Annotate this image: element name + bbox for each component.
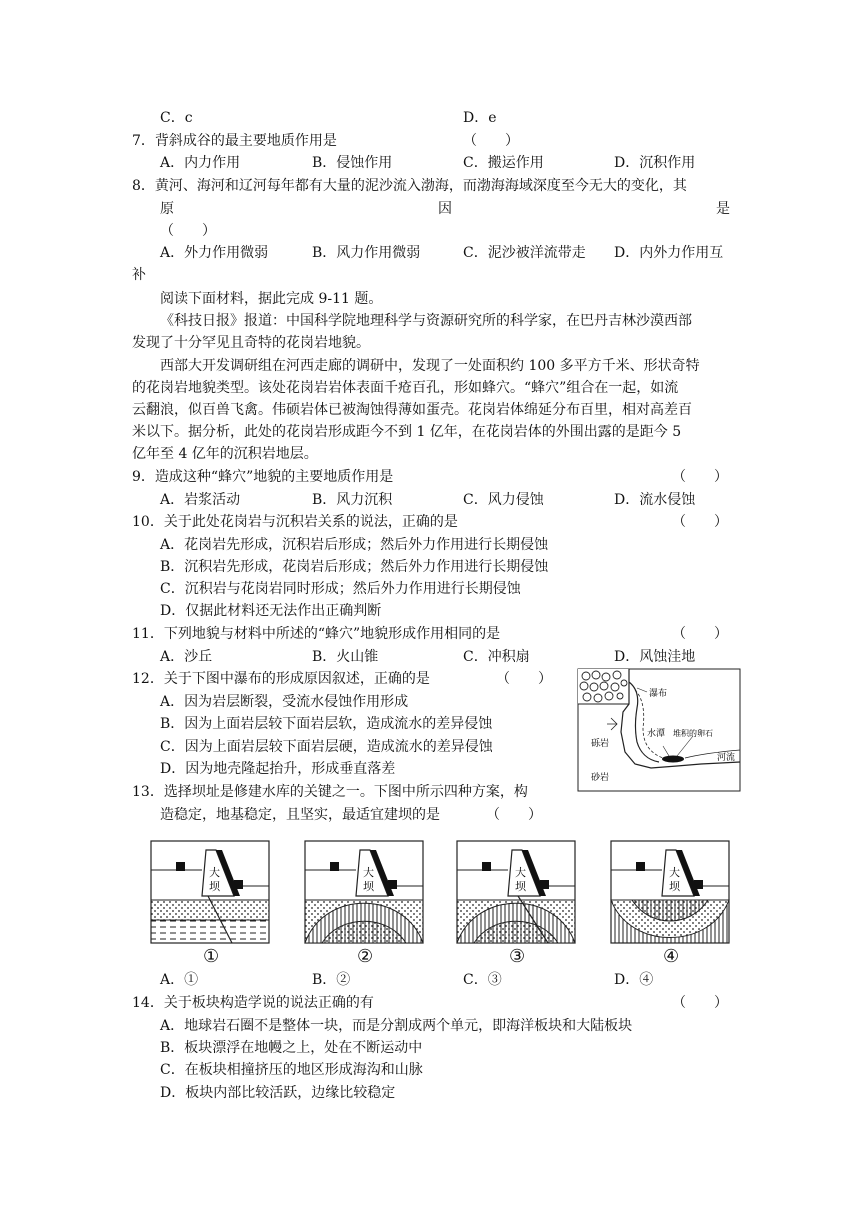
- q11-option-d: D．风蚀洼地: [614, 649, 696, 665]
- q9-answer-paren: （ ）: [672, 469, 728, 485]
- label-river: 河流: [717, 753, 736, 763]
- label-pebbles: 堆积的卵石: [673, 729, 713, 738]
- q9-option-c: C．风力侵蚀: [463, 492, 544, 508]
- waterfall-diagram: [577, 668, 741, 792]
- q12-option-b: B．因为上面岩层较下面岩层软，造成流水的差异侵蚀: [160, 716, 493, 732]
- q8-option-d: D．内外力作用互: [614, 245, 724, 261]
- q10-option-a: A．花岗岩先形成，沉积岩后形成；然后外力作用进行长期侵蚀: [160, 537, 549, 553]
- dam-label-4a: 大: [669, 866, 680, 879]
- q14-option-d: D．板块内部比较活跃，边缘比较稳定: [160, 1085, 396, 1101]
- q14-option-c: C．在板块相撞挤压的地区形成海沟和山脉: [160, 1062, 423, 1078]
- passage-p2-line2: 的花岗岩地貌类型。该处花岗岩岩体表面千疮百孔，形如蜂穴。“蜂穴”组合在一起，如流: [132, 380, 679, 396]
- q8-option-a: A．外力作用微弱: [160, 245, 269, 261]
- q8-stem-word-1: 原: [160, 201, 174, 217]
- q10-option-c: C．沉积岩与花岗岩同时形成；然后外力作用进行长期侵蚀: [160, 581, 521, 597]
- q11-option-a: A．沙丘: [160, 649, 213, 665]
- q13-answer-paren: （ ）: [486, 807, 542, 823]
- q12-option-c: C．因为上面岩层较下面岩层硬，造成流水的差异侵蚀: [160, 739, 493, 755]
- figure-number-2: ②: [357, 946, 374, 967]
- dam-label-4b: 坝: [669, 880, 680, 893]
- q13-stem-line1: 13．选择坝址是修建水库的关键之一。下图中所示四种方案，构: [132, 784, 528, 800]
- q11-option-b: B．火山锥: [312, 649, 379, 665]
- q14-answer-paren: （ ）: [672, 995, 728, 1011]
- q8-stem-word-3: 是: [716, 201, 730, 217]
- dam-option-4-diagram: [610, 840, 730, 944]
- q9-option-b: B．风力沉积: [312, 492, 393, 508]
- passage-intro: 阅读下面材料，据此完成 9-11 题。: [160, 291, 383, 307]
- q13-option-a: A．①: [160, 972, 199, 988]
- q6-option-c: C．c: [160, 110, 193, 126]
- q8-stem-line1: 8．黄河、海河和辽河每年都有大量的泥沙流入渤海，而渤海海域深度至今无大的变化，其: [132, 178, 687, 194]
- q13-stem-line2: 造稳定，地基稳定，且坚实，最适宜建坝的是: [160, 807, 440, 823]
- q7-option-c: C．搬运作用: [463, 155, 544, 171]
- q7-option-a: A．内力作用: [160, 155, 241, 171]
- q8-option-d-wrap: 补: [132, 267, 146, 283]
- q9-stem: 9．造成这种“蜂穴”地貌的主要地质作用是: [132, 469, 394, 485]
- q7-option-d: D．沉积作用: [614, 155, 696, 171]
- q12-stem: 12．关于下图中瀑布的形成原因叙述，正确的是: [132, 671, 430, 687]
- dam-option-1-diagram: [150, 840, 270, 944]
- passage-p2-line4: 米以下。据分析，此处的花岗岩形成距今不到 1 亿年，在花岗岩体的外围出露的是距今 5: [132, 424, 682, 440]
- q14-option-b: B．板块漂浮在地幔之上，处在不断运动中: [160, 1040, 423, 1056]
- q13-option-b: B．②: [312, 972, 351, 988]
- q8-answer-paren: （ ）: [160, 223, 216, 239]
- label-conglomerate: 砾岩: [591, 739, 610, 749]
- dam-label-1b: 坝: [209, 880, 220, 893]
- dam-option-3-diagram: [456, 840, 576, 944]
- q11-answer-paren: （ ）: [672, 626, 728, 642]
- dam-label-2a: 大: [363, 866, 374, 879]
- q10-stem: 10．关于此处花岗岩与沉积岩关系的说法，正确的是: [132, 514, 458, 530]
- passage-p2-line1: 西部大开发调研组在河西走廊的调研中，发现了一处面积约 100 多平方千米、形状奇特: [160, 358, 700, 374]
- q13-option-c: C．③: [463, 972, 502, 988]
- q9-option-d: D．流水侵蚀: [614, 492, 696, 508]
- q10-option-b: B．沉积岩先形成，花岗岩后形成；然后外力作用进行长期侵蚀: [160, 559, 549, 575]
- q11-option-c: C．冲积扇: [463, 649, 530, 665]
- dam-label-2b: 坝: [363, 880, 374, 893]
- figure-number-4: ④: [663, 946, 680, 967]
- passage-p2-line3: 云翻浪，似百兽飞禽。伟硕岩体已被淘蚀得薄如蛋壳。花岗岩体绵延分布百里，相对高差百: [132, 402, 692, 418]
- q10-option-d: D．仅据此材料还无法作出正确判断: [160, 603, 382, 619]
- passage-p1-line1: 《科技日报》报道：中国科学院地理科学与资源研究所的科学家，在巴丹吉林沙漠西部: [160, 313, 692, 329]
- q12-option-a: A．因为岩层断裂，受流水侵蚀作用形成: [160, 694, 409, 710]
- dam-label-1a: 大: [209, 866, 220, 879]
- q7-option-b: B．侵蚀作用: [312, 155, 393, 171]
- q8-option-b: B．风力作用微弱: [312, 245, 421, 261]
- dam-option-2-diagram: [304, 840, 424, 944]
- label-waterfall: 瀑布: [649, 689, 668, 699]
- q12-answer-paren: （ ）: [496, 671, 552, 687]
- q11-stem: 11．下列地貌与材料中所述的“蜂穴”地貌形成作用相同的是: [132, 626, 501, 642]
- dam-label-3a: 大: [515, 866, 526, 879]
- q8-option-c: C．泥沙被洋流带走: [463, 245, 586, 261]
- passage-p2-line5: 亿年至 4 亿年的沉积岩地层。: [132, 446, 318, 462]
- q7-answer-paren: （ ）: [463, 133, 519, 149]
- q6-option-d: D．e: [463, 110, 497, 126]
- q9-option-a: A．岩浆活动: [160, 492, 241, 508]
- label-sandstone: 砂岩: [591, 773, 610, 783]
- q14-stem: 14．关于板块构造学说的说法正确的有: [132, 995, 374, 1011]
- passage-p1-line2: 发现了十分罕见且奇特的花岗岩地貌。: [132, 335, 370, 351]
- label-pool: 水潭: [647, 729, 666, 739]
- dam-label-3b: 坝: [515, 880, 526, 893]
- q7-stem: 7．背斜成谷的最主要地质作用是: [132, 133, 337, 149]
- q12-option-d: D．因为地壳隆起抬升，形成垂直落差: [160, 761, 396, 777]
- figure-number-3: ③: [509, 946, 526, 967]
- q13-option-d: D．④: [614, 972, 654, 988]
- q8-stem-word-2: 因: [438, 201, 452, 217]
- figure-number-1: ①: [203, 946, 220, 967]
- q14-option-a: A．地球岩石圈不是整体一块，而是分割成两个单元，即海洋板块和大陆板块: [160, 1018, 633, 1034]
- q10-answer-paren: （ ）: [672, 514, 728, 530]
